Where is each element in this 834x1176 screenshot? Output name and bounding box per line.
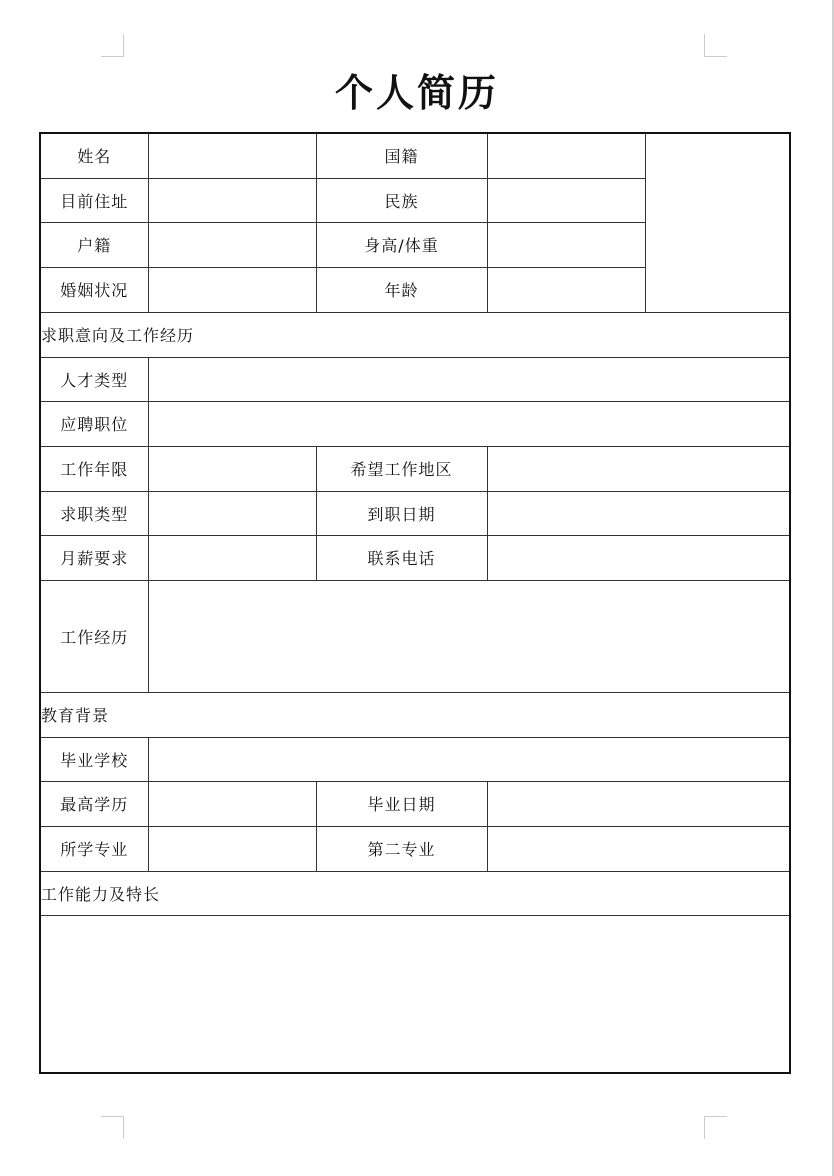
crop-mark-top-left bbox=[101, 34, 124, 57]
job-section-title: 求职意向及工作经历 bbox=[40, 312, 790, 357]
phone-label: 联系电话 bbox=[316, 535, 487, 580]
height-weight-field[interactable] bbox=[487, 222, 645, 267]
nationality-field[interactable] bbox=[487, 133, 645, 178]
table-row bbox=[40, 692, 790, 737]
desired-area-label: 希望工作地区 bbox=[316, 446, 487, 491]
address-field[interactable] bbox=[148, 178, 316, 222]
work-years-label: 工作年限 bbox=[40, 446, 148, 491]
major-label: 所学专业 bbox=[40, 826, 148, 871]
second-major-label: 第二专业 bbox=[316, 826, 487, 871]
work-years-field[interactable] bbox=[148, 446, 316, 491]
ethnicity-field[interactable] bbox=[487, 178, 645, 222]
grad-date-field[interactable] bbox=[487, 781, 790, 826]
start-date-field[interactable] bbox=[487, 491, 790, 535]
table-row bbox=[40, 871, 790, 915]
education-section-title: 教育背景 bbox=[40, 692, 790, 737]
table-row bbox=[40, 446, 790, 491]
marital-field[interactable] bbox=[148, 267, 316, 312]
experience-label: 工作经历 bbox=[40, 580, 148, 692]
table-row bbox=[40, 357, 790, 401]
table-row bbox=[40, 491, 790, 535]
crop-mark-bottom-left bbox=[101, 1116, 124, 1139]
table-row bbox=[40, 133, 790, 178]
desired-area-field[interactable] bbox=[487, 446, 790, 491]
salary-field[interactable] bbox=[148, 535, 316, 580]
ethnicity-label: 民族 bbox=[316, 178, 487, 222]
experience-field[interactable] bbox=[148, 580, 790, 692]
table-row bbox=[40, 535, 790, 580]
salary-label: 月薪要求 bbox=[40, 535, 148, 580]
degree-label: 最高学历 bbox=[40, 781, 148, 826]
start-date-label: 到职日期 bbox=[316, 491, 487, 535]
job-type-field[interactable] bbox=[148, 491, 316, 535]
hukou-label: 户籍 bbox=[40, 222, 148, 267]
position-label: 应聘职位 bbox=[40, 401, 148, 446]
skills-field[interactable] bbox=[40, 915, 790, 1073]
job-type-label: 求职类型 bbox=[40, 491, 148, 535]
resume-table bbox=[39, 132, 791, 1074]
name-field[interactable] bbox=[148, 133, 316, 178]
table-row bbox=[40, 915, 790, 1073]
hukou-field[interactable] bbox=[148, 222, 316, 267]
name-label: 姓名 bbox=[40, 133, 148, 178]
phone-field[interactable] bbox=[487, 535, 790, 580]
second-major-field[interactable] bbox=[487, 826, 790, 871]
age-field[interactable] bbox=[487, 267, 645, 312]
age-label: 年龄 bbox=[316, 267, 487, 312]
grad-date-label: 毕业日期 bbox=[316, 781, 487, 826]
skills-section-title: 工作能力及特长 bbox=[40, 871, 790, 915]
table-row bbox=[40, 826, 790, 871]
major-field[interactable] bbox=[148, 826, 316, 871]
height-weight-label: 身高/体重 bbox=[316, 222, 487, 267]
degree-field[interactable] bbox=[148, 781, 316, 826]
page-title: 个人简历 bbox=[334, 70, 499, 115]
table-row bbox=[40, 312, 790, 357]
crop-mark-bottom-right bbox=[704, 1116, 727, 1139]
nationality-label: 国籍 bbox=[316, 133, 487, 178]
table-row bbox=[40, 401, 790, 446]
marital-label: 婚姻状况 bbox=[40, 267, 148, 312]
table-row bbox=[40, 580, 790, 692]
crop-mark-top-right bbox=[704, 34, 727, 57]
table-row bbox=[40, 737, 790, 781]
talent-type-label: 人才类型 bbox=[40, 357, 148, 401]
school-field[interactable] bbox=[148, 737, 790, 781]
photo-cell[interactable] bbox=[645, 133, 790, 312]
school-label: 毕业学校 bbox=[40, 737, 148, 781]
position-field[interactable] bbox=[148, 401, 790, 446]
address-label: 目前住址 bbox=[40, 178, 148, 222]
table-row bbox=[40, 781, 790, 826]
talent-type-field[interactable] bbox=[148, 357, 790, 401]
